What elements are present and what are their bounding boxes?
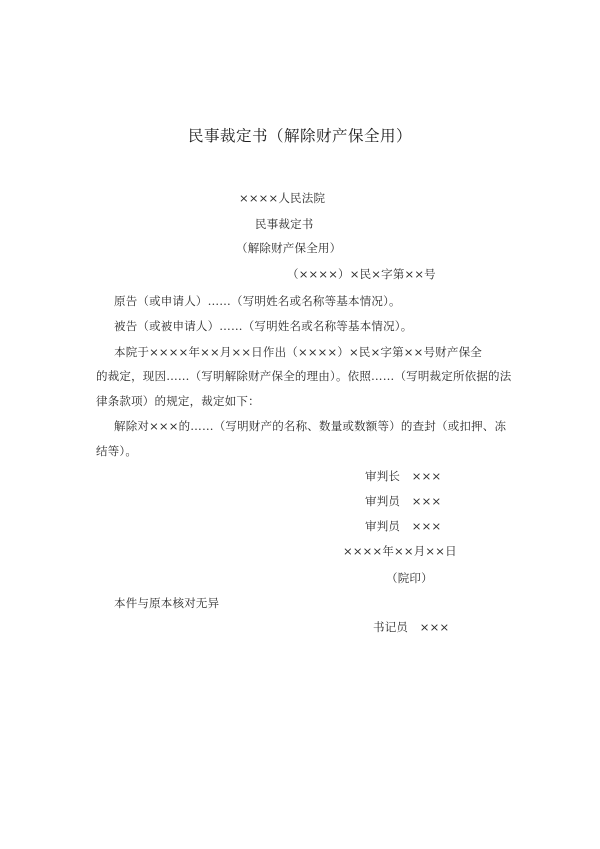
body-paragraph-1-line-3: 律条款项）的规定，裁定如下： bbox=[96, 394, 260, 408]
document-subtype: （解除财产保全用） bbox=[236, 241, 342, 255]
court-name: ××××人民法院 bbox=[239, 191, 326, 205]
case-number: （××××）×民×字第××号 bbox=[287, 267, 436, 281]
body-paragraph-2-line-2: 结等）。 bbox=[96, 444, 138, 458]
clerk-signature: 书记员 ××× bbox=[373, 620, 450, 634]
verification-note: 本件与原本核对无异 bbox=[114, 596, 220, 610]
plaintiff-line: 原告（或申请人）……（写明姓名或名称等基本情况）。 bbox=[114, 294, 401, 308]
document-type: 民事裁定书 bbox=[255, 217, 314, 231]
body-paragraph-1-line-2: 的裁定，现因……（写明解除财产保全的理由）。依照……（写明裁定所依据的法 bbox=[96, 369, 512, 383]
judge-1-signature: 审判员 ××× bbox=[365, 494, 442, 508]
judge-2-signature: 审判员 ××× bbox=[365, 519, 442, 533]
document-title: 民事裁定书（解除财产保全用） bbox=[187, 127, 412, 145]
body-paragraph-2-line-1: 解除对×××的……（写明财产的名称、数量或数额等）的查封（或扣押、冻 bbox=[114, 419, 507, 433]
chief-judge-signature: 审判长 ××× bbox=[365, 469, 442, 483]
defendant-line: 被告（或被申请人）……（写明姓名或名称等基本情况）。 bbox=[114, 319, 413, 333]
body-paragraph-1-line-1: 本院于××××年××月××日作出（××××）×民×字第××号财产保全 bbox=[114, 345, 482, 359]
ruling-date: ××××年××月××日 bbox=[343, 544, 457, 558]
court-seal: （院印） bbox=[386, 571, 433, 585]
